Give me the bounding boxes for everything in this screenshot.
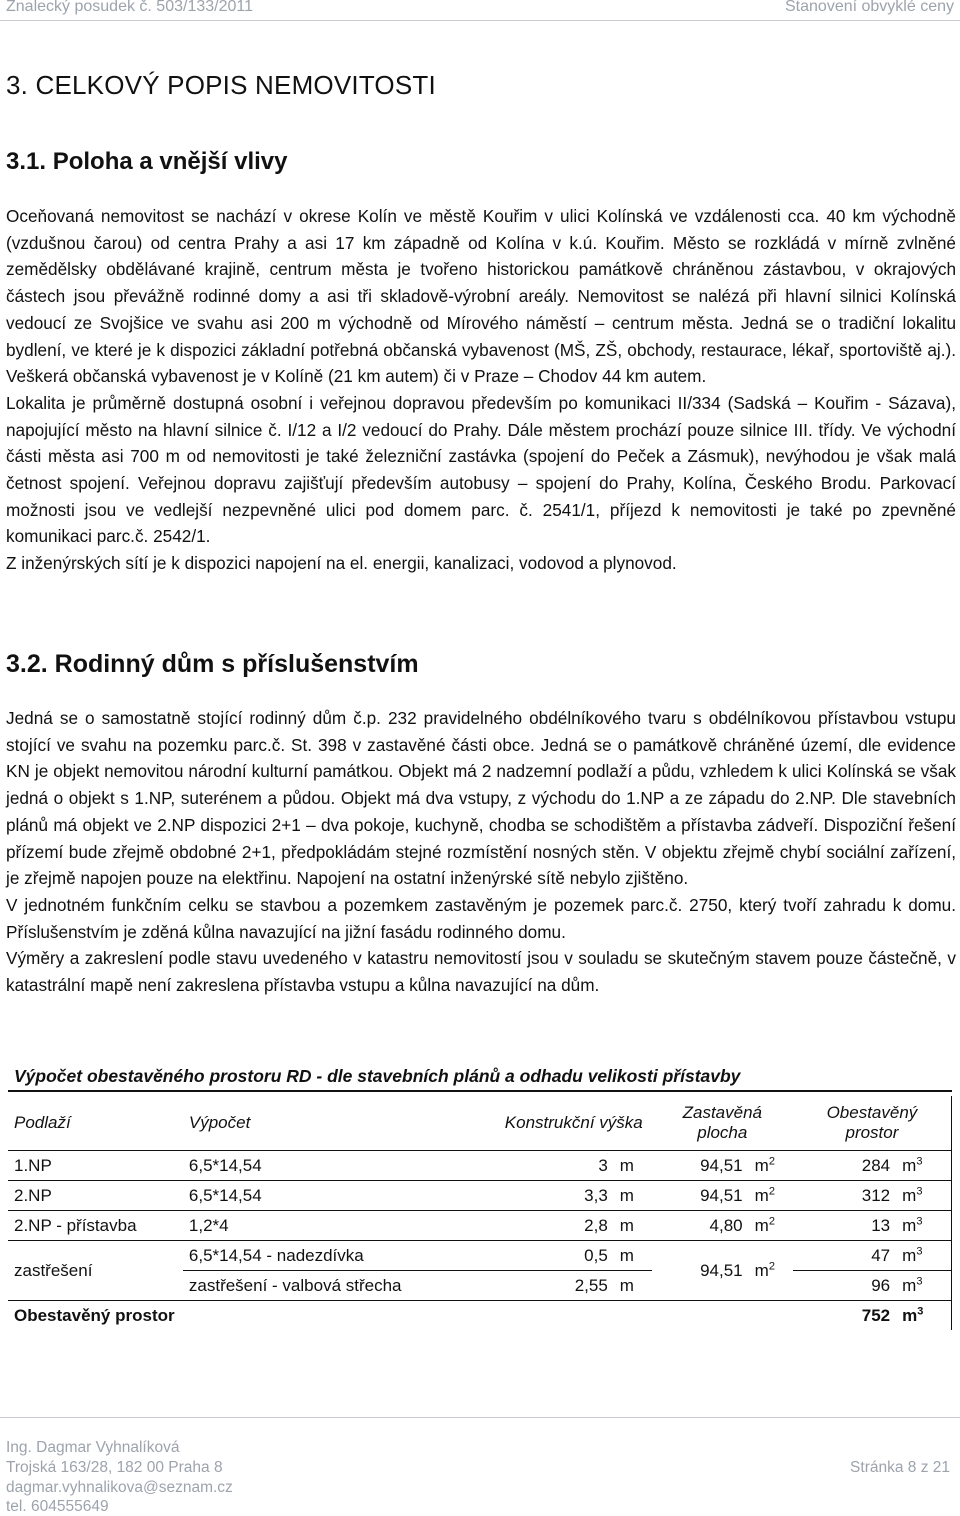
paragraph: V jednotném funkčním celku se stavbou a pozemkem zastavěným je pozemek parc.č. 2750, který tvoří zahradu k domu. Příslušenstvím je zděná kůlna navazující na jižní fasádu rodinného domu. — [6, 894, 956, 942]
unit-m: m — [754, 1155, 769, 1175]
unit-m: m — [619, 1215, 634, 1235]
cell-plocha: 94,51 — [652, 1181, 749, 1211]
unit-m: m — [902, 1215, 917, 1235]
unit-exponent: 2 — [768, 1259, 775, 1272]
section-3-1-title: 3.1. Poloha a vnější vlivy — [6, 148, 288, 175]
unit-m: m — [619, 1185, 634, 1205]
unit-m: m — [902, 1245, 917, 1265]
header-divider — [0, 20, 960, 21]
unit-m: m — [619, 1245, 634, 1265]
table-title-underline — [8, 1090, 952, 1092]
page-header — [0, 0, 960, 22]
cell-vyska: 3 — [496, 1151, 614, 1181]
unit-m: m — [902, 1155, 917, 1175]
cell-podlazi: 1.NP — [8, 1151, 183, 1181]
section-3-title: 3. CELKOVÝ POPIS NEMOVITOSTI — [6, 70, 436, 100]
cell-podlazi: 2.NP — [8, 1181, 183, 1211]
header-document-number: Znalecký posudek č. 503/133/2011 — [6, 0, 253, 15]
footer-divider — [0, 1417, 960, 1418]
footer-phone: tel. 604555649 — [6, 1498, 109, 1515]
cell-vyska: 3,3 — [496, 1181, 614, 1211]
unit-exponent: 3 — [916, 1154, 923, 1167]
header-prostor: Obestavěný prostor — [793, 1096, 952, 1151]
cell-plocha: 4,80 — [652, 1211, 749, 1241]
unit-m: m — [754, 1215, 769, 1235]
volume-calculation-table — [8, 1096, 952, 1330]
paragraph: Oceňovaná nemovitost se nachází v okrese Kolín ve městě Kouřim v ulici Kolínská ve vzdálenosti cca. 40 km východně (vzdušnou čarou) od centra Prahy a asi 17 km západně od Kolína v k.ú. Kouřim. Město se rozkládá v mírně zvlněné zemědělsky obdělávané krajině, centrum města je tvořeno historickou památkově chráněnou zástavbou, v okrajových částech jsou převážně rodinné domy a asi tři skladově-výrobní areály. Nemovitost se nalézá při hlavní silnici Kolínská vedoucí ze Svojšice ve svahu asi 200 m východně od Mírového náměstí – centrum města. Jedná se o tradiční lokalitu bydlení, ve které je k dispozici základní potřebná občanská vybavenost (MŠ, ZŠ, obchody, restaurace, lékař, sportoviště aj.). Veškerá občanská vybavenost je v Kolíně (21 km autem) či v Praze – Chodov 44 km autem. — [6, 206, 956, 387]
header-plocha: Zastavěná plocha — [652, 1096, 793, 1151]
cell-vypocet: 6,5*14,54 — [183, 1151, 496, 1181]
header-podlazi: Podlaží — [8, 1096, 183, 1151]
table-total-row — [8, 1301, 952, 1331]
unit-exponent: 2 — [768, 1214, 775, 1227]
paragraph: Lokalita je průměrně dostupná osobní i veřejnou dopravou především po komunikaci II/334 (Sadská – Kouřim - Sázava), napojující město na hlavní silnice č. I/12 a I/2 vedoucí do Prahy. Dále městem prochází pouze silnice III. třídy. Ve východní části města asi 700 m od nemovitosti je také železniční zastávka (spojení do Peček a Zásmuk), nevýhodou je však malá četnost spojení. Veřejnou dopravu zajišťují především autobusy – spojení do Prahy, Kolína, Českého Brodu. Parkovací možnosti jsou ve vedlejší nezpevněné ulici pod domem parc. č. 2541/1, příjezd k nemovitosti je také po zpevněné komunikaci parc.č. 2542/1. — [6, 392, 956, 547]
footer-email: dagmar.vyhnalikova@seznam.cz — [6, 1479, 233, 1496]
header-vyska: Konstrukční výška — [496, 1096, 652, 1151]
unit-m: m — [902, 1185, 917, 1205]
section-3-1-body — [6, 203, 956, 577]
unit-exponent: 3 — [916, 1184, 923, 1197]
section-3-2-body — [6, 705, 956, 999]
paragraph: Jedná se o samostatně stojící rodinný dům č.p. 232 pravidelného obdélníkového tvaru s obdélníkovou přístavbou vstupu stojící ve svahu na pozemku parc.č. St. 398 v zastavěné části obce. Jedná se o památkově chráněné území, dle evidence KN je objekt nemovitou národní kulturní památkou. Objekt má 2 nadzemní podlaží a půdu, vzhledem k ulici Kolínská se však jedná o objekt s 1.NP, suterénem a půdou. Objekt má dva vstupy, z východu do 1.NP a ze západu do 2.NP. Dle stavebních plánů má objekt ve 2.NP dispozici 2+1 – dva pokoje, kuchyně, chodba se schodištěm a přístavba zádveří. Dispoziční řešení přízemí bude zřejmě obdobné 2+1, předpokládám stejné rozmístění nosných stěn. V objektu zřejmě chybí sociální zařízení, je zřejmě napojen pouze na elektřinu. Napojení na ostatní inženýrské sítě nebylo zjištěno. — [6, 708, 956, 889]
unit-exponent: 3 — [917, 1304, 924, 1317]
header-section-name: Stanovení obvyklé ceny — [785, 0, 954, 15]
cell-plocha: 94,51 — [652, 1151, 749, 1181]
table-header-row — [8, 1096, 952, 1151]
total-label: Obestavěný prostor — [14, 1305, 175, 1325]
unit-exponent: 3 — [916, 1214, 923, 1227]
section-3-2-title: 3.2. Rodinný dům s příslušenstvím — [6, 650, 419, 678]
cell-vypocet: 1,2*4 — [183, 1211, 496, 1241]
paragraph: Z inženýrských sítí je k dispozici napojení na el. energii, kanalizaci, vodovod a plynovod. — [6, 553, 677, 574]
unit-m: m — [754, 1260, 769, 1280]
footer-author-name: Ing. Dagmar Vyhnalíková — [6, 1439, 180, 1456]
cell-plocha: 94,51 — [652, 1241, 749, 1301]
unit-m: m — [902, 1305, 918, 1325]
paragraph: Výměry a zakreslení podle stavu uvedeného v katastru nemovitostí jsou v souladu se skutečným stavem pouze částečně, v katastrální mapě není zakreslena přístavba vstupu a kůlna navazující na dům. — [6, 948, 956, 996]
unit-exponent: 2 — [768, 1154, 775, 1167]
table-title: Výpočet obestavěného prostoru RD - dle stavebních plánů a odhadu velikosti přístavby — [14, 1066, 741, 1086]
cell-vypocet: zastřešení - valbová střecha — [183, 1271, 496, 1301]
header-vypocet: Výpočet — [183, 1096, 496, 1151]
table-row — [8, 1211, 952, 1241]
unit-m: m — [619, 1155, 634, 1175]
cell-vyska: 0,5 — [496, 1241, 614, 1271]
footer-address: Trojská 163/28, 182 00 Praha 8 — [6, 1459, 223, 1476]
footer-page-number: Stránka 8 z 21 — [850, 1459, 950, 1476]
unit-m: m — [754, 1185, 769, 1205]
table-row-roof-1 — [8, 1241, 952, 1271]
unit-exponent: 3 — [916, 1274, 923, 1287]
cell-podlazi: 2.NP - přístavba — [8, 1211, 183, 1241]
table-row — [8, 1181, 952, 1211]
cell-podlazi: zastřešení — [8, 1241, 183, 1301]
cell-vyska: 2,55 — [496, 1271, 614, 1301]
cell-vyska: 2,8 — [496, 1211, 614, 1241]
unit-m: m — [619, 1275, 634, 1295]
cell-prostor: 13 — [793, 1211, 896, 1241]
unit-m: m — [902, 1275, 917, 1295]
cell-prostor: 96 — [793, 1271, 896, 1301]
cell-vypocet: 6,5*14,54 - nadezdívka — [183, 1241, 496, 1271]
unit-exponent: 2 — [768, 1184, 775, 1197]
unit-exponent: 3 — [916, 1244, 923, 1257]
cell-prostor: 312 — [793, 1181, 896, 1211]
table-row — [8, 1151, 952, 1181]
cell-prostor: 284 — [793, 1151, 896, 1181]
cell-vypocet: 6,5*14,54 — [183, 1181, 496, 1211]
cell-prostor: 47 — [793, 1241, 896, 1271]
total-value: 752 — [861, 1305, 891, 1325]
